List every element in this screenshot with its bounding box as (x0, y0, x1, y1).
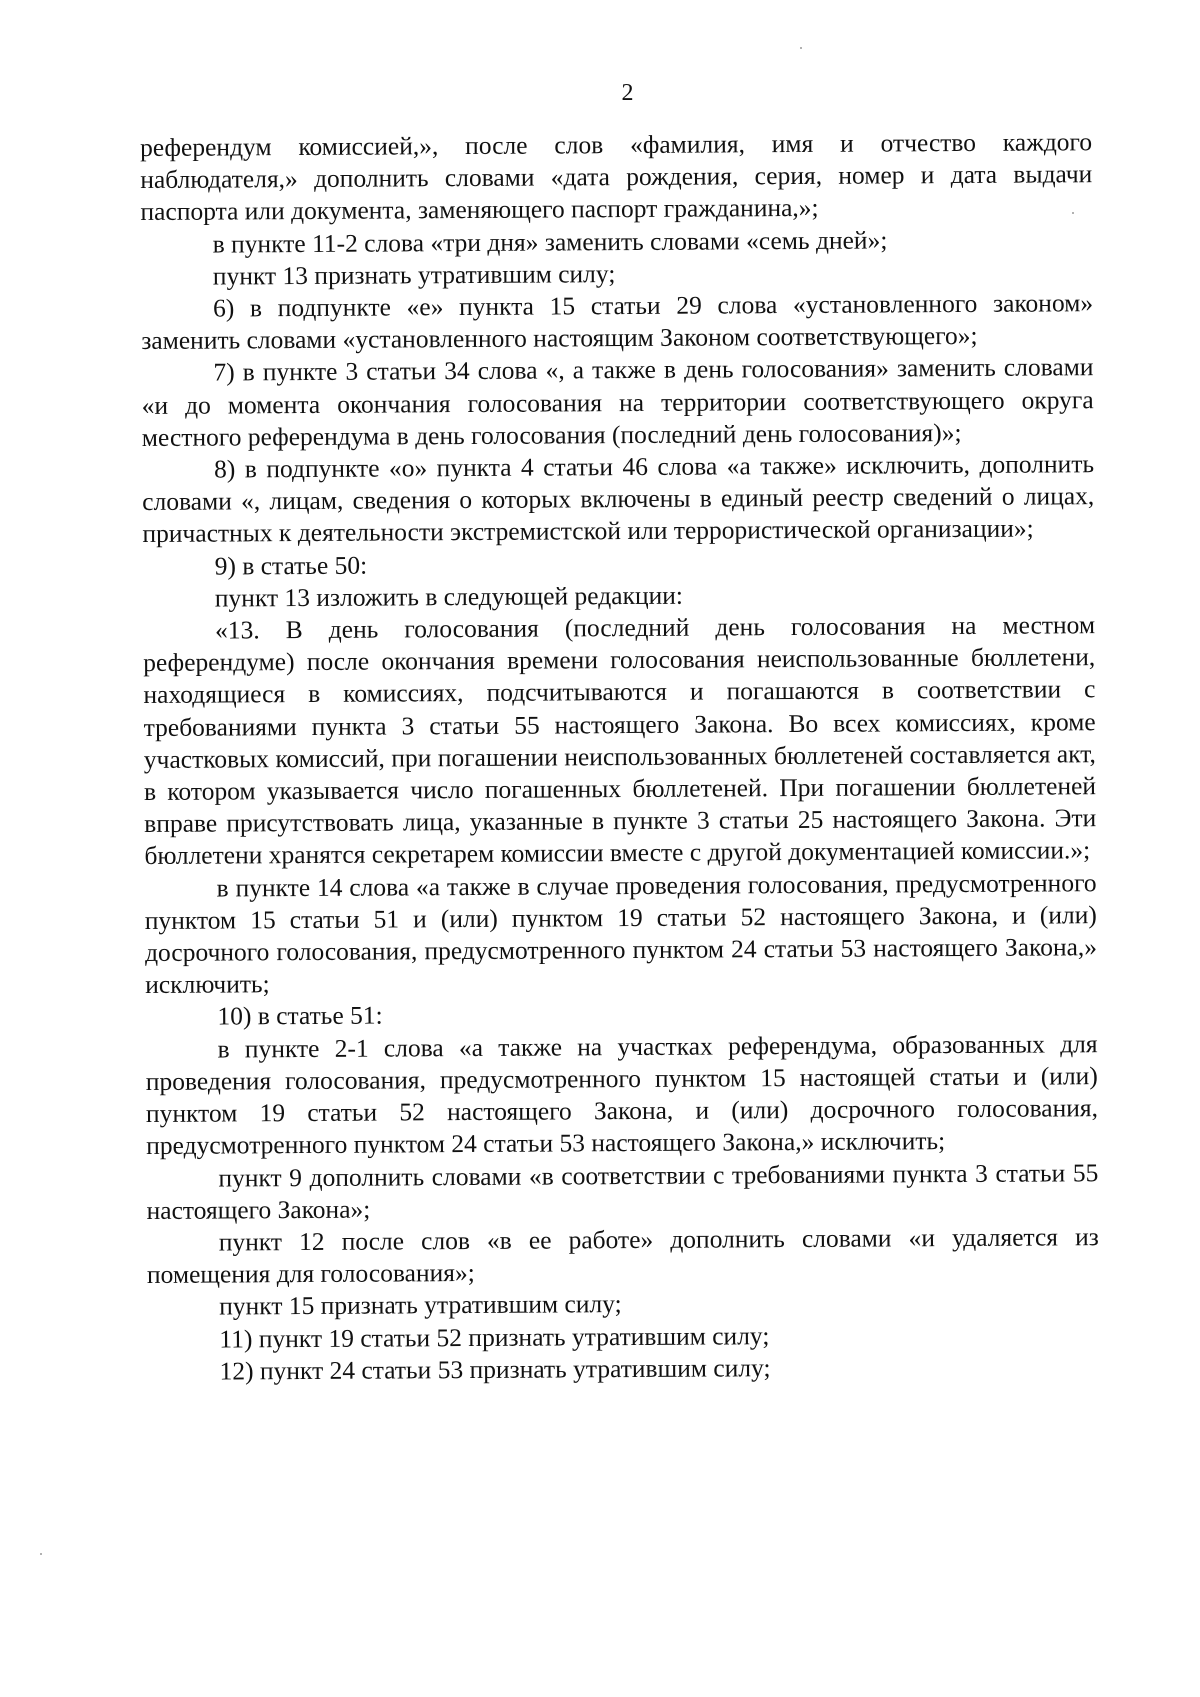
paragraph: в пункте 2-1 слова «а также на участках референдума, образованных для проведения голосования, предусмотренного пунктом 15 настоящей статьи и (или) пунктом 19 статьи 52 настоящего Закона, и (или) досрочного голосования, предусмотренного пунктом 24 статьи 53 настоящего Закона,» исключить; (145, 1028, 1099, 1161)
paragraph-quoted-item-13: «13. В день голосования (последний день голосования на местном референдуме) после окончания времени голосования неиспользованные бюллетени, находящиеся в комиссиях, подсчитываются и погашаются в соответствии с требованиями пункта 3 статьи 55 настоящего Закона. Во всех комиссиях, кроме участковых комиссий, при погашении неиспользованных бюллетеней составляется акт, в котором указывается число погашенных бюллетеней. При погашении бюллетеней вправе присутствовать лица, указанные в пункте 3 статьи 25 настоящего Закона. Эти бюллетени хранятся секретарем комиссии вместе с другой документацией комиссии.»; (143, 610, 1097, 871)
paragraph: пункт 9 дополнить словами «в соответствии с требованиями пункта 3 статьи 55 настоящего Закона»; (146, 1157, 1099, 1225)
paragraph-item-12: 12) пункт 24 статьи 53 признать утратившим силу; (219, 1352, 771, 1386)
paragraph-item-11: 11) пункт 19 статьи 52 признать утратившим силу; (219, 1320, 770, 1354)
scan-speck (800, 47, 802, 49)
paragraph: в пункте 14 слова «а также в случае проведения голосования, предусмотренного пунктом 15 статьи 51 и (или) пунктом 19 статьи 52 настоящего Закона, и (или) досрочного голосования, предусмотренного пунктом 24 статьи 53 настоящего Закона,» исключить; (144, 867, 1098, 1000)
paragraph-item-7: 7) в пункте 3 статьи 34 слова «, а также в день голосования» заменить словами «и до момента окончания голосования на территории соответствующего округа местного референдума в день голосования (последний день голосования)»; (141, 352, 1094, 452)
paragraph-item-8: 8) в подпункте «о» пункта 4 статьи 46 слова «а также» исключить, дополнить словами «, лицам, сведения о которых включены в единый реестр сведений о лицах, причастных к деятельности экстремистской или террористической организации»; (142, 449, 1095, 549)
scan-speck (1072, 212, 1074, 214)
page-number: 2 (621, 80, 634, 106)
paragraph: пункт 13 изложить в следующей редакции: (214, 580, 684, 613)
paragraph: пункт 12 после слов «в ее работе» дополнить словами «и удаляется из помещения для голосования»; (146, 1222, 1099, 1290)
paragraph: в пункте 11-2 слова «три дня» заменить словами «семь дней»; (212, 225, 888, 259)
paragraph: пункт 15 признать утратившим силу; (219, 1289, 622, 1321)
paragraph-item-9: 9) в статье 50: (214, 550, 368, 581)
document-body (140, 126, 1100, 1388)
paragraph-continuation: референдум комиссией,», после слов «фамилия, имя и отчество каждого наблюдателя,» дополнить словами «дата рождения, серия, номер и дата выдачи паспорта или документа, заменяющего паспорт гражданина,»; (140, 127, 1093, 227)
paragraph: пункт 13 признать утратившим силу; (212, 258, 616, 291)
paragraph-item-6: 6) в подпункте «е» пункта 15 статьи 29 слова «установленного законом» заменить словами «установленного настоящим Законом соответствующего»; (141, 288, 1094, 356)
scan-speck (40, 1553, 42, 1555)
paragraph-item-10: 10) в статье 51: (217, 1001, 383, 1032)
